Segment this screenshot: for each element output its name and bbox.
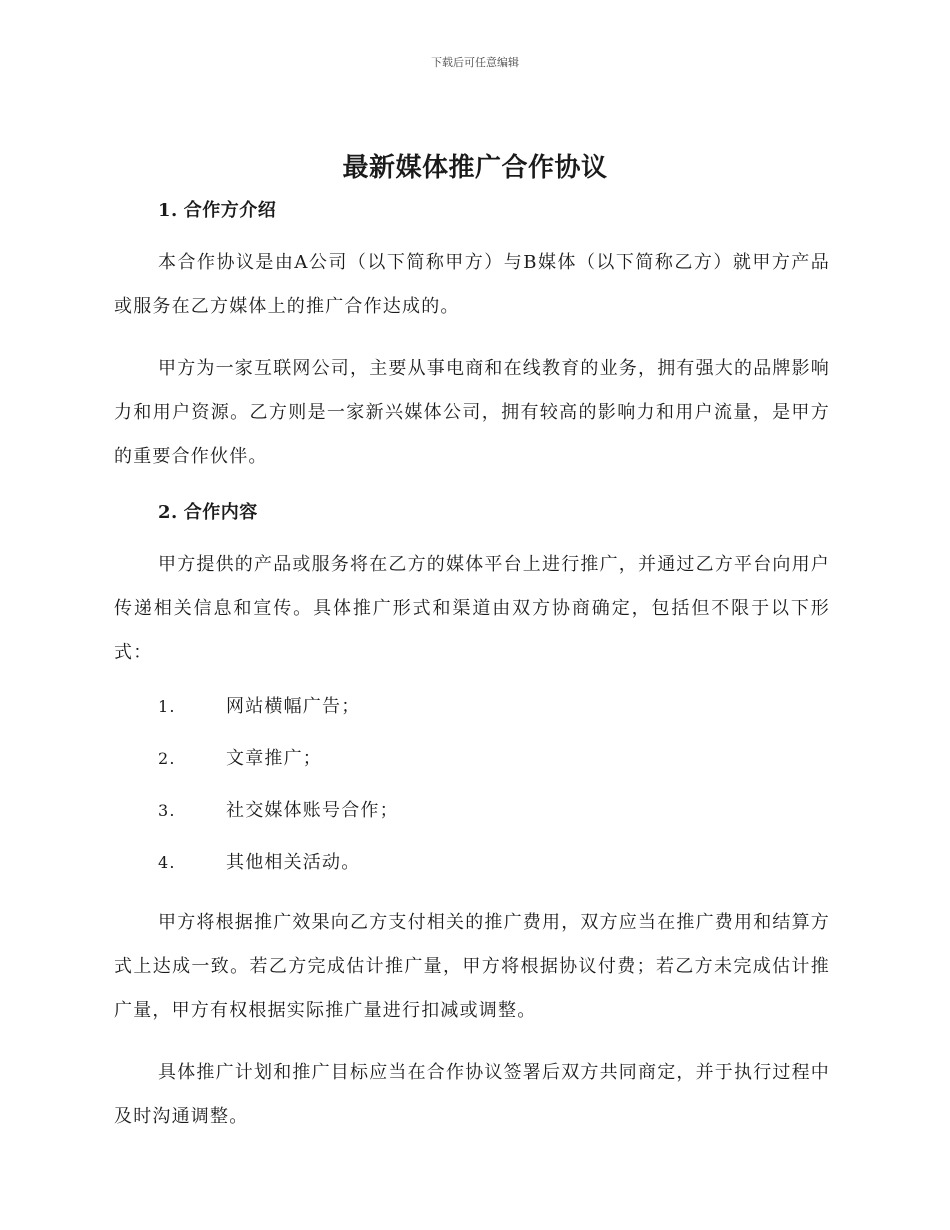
list-item-number: 1. [158, 697, 176, 716]
paragraph: 甲方将根据推广效果向乙方支付相关的推广费用，双方应当在推广费用和结算方式上达成一致。若乙方完成估计推广量，甲方将根据协议付费；若乙方未完成估计推广量，甲方有权根据实际推广量进行扣减或调整。 [114, 912, 830, 1021]
paragraph: 具体推广计划和推广目标应当在合作协议签署后双方共同商定，并于执行过程中及时沟通调整。 [114, 1062, 830, 1127]
list-item-number: 4. [158, 853, 176, 872]
paragraph: 本合作协议是由A公司（以下简称甲方）与B媒体（以下简称乙方）就甲方产品或服务在乙方媒体上的推广合作达成的。 [114, 252, 830, 317]
section-number: 2. [158, 502, 178, 523]
section-title: 合作内容 [183, 502, 258, 523]
list-item-number: 3. [158, 801, 176, 820]
document-title: 最新媒体推广合作协议 [342, 153, 608, 183]
paragraph: 甲方为一家互联网公司，主要从事电商和在线教育的业务，拥有强大的品牌影响力和用户资源。乙方则是一家新兴媒体公司，拥有较高的影响力和用户流量，是甲方的重要合作伙伴。 [114, 358, 830, 467]
list-item-number: 2. [158, 749, 176, 768]
page-header-note: 下载后可任意编辑 [431, 56, 519, 69]
list-item [114, 789, 830, 841]
section-heading-1 [114, 196, 830, 226]
document-body [114, 196, 830, 1139]
list-item-text: 网站横幅广告； [226, 696, 361, 717]
list-item [114, 737, 830, 789]
list-item-text: 社交媒体账号合作； [226, 800, 399, 821]
promotion-forms-list [114, 685, 830, 893]
list-item-text: 其他相关活动。 [226, 852, 361, 873]
paragraph: 甲方提供的产品或服务将在乙方的媒体平台上进行推广，并通过乙方平台向用户传递相关信息和宣传。具体推广形式和渠道由双方协商确定，包括但不限于以下形式： [114, 554, 830, 663]
section-title: 合作方介绍 [183, 200, 277, 221]
section-heading-2 [114, 498, 830, 528]
section-number: 1. [158, 200, 178, 221]
list-item-text: 文章推广； [226, 748, 322, 769]
list-item [114, 841, 830, 893]
list-item [114, 685, 830, 737]
